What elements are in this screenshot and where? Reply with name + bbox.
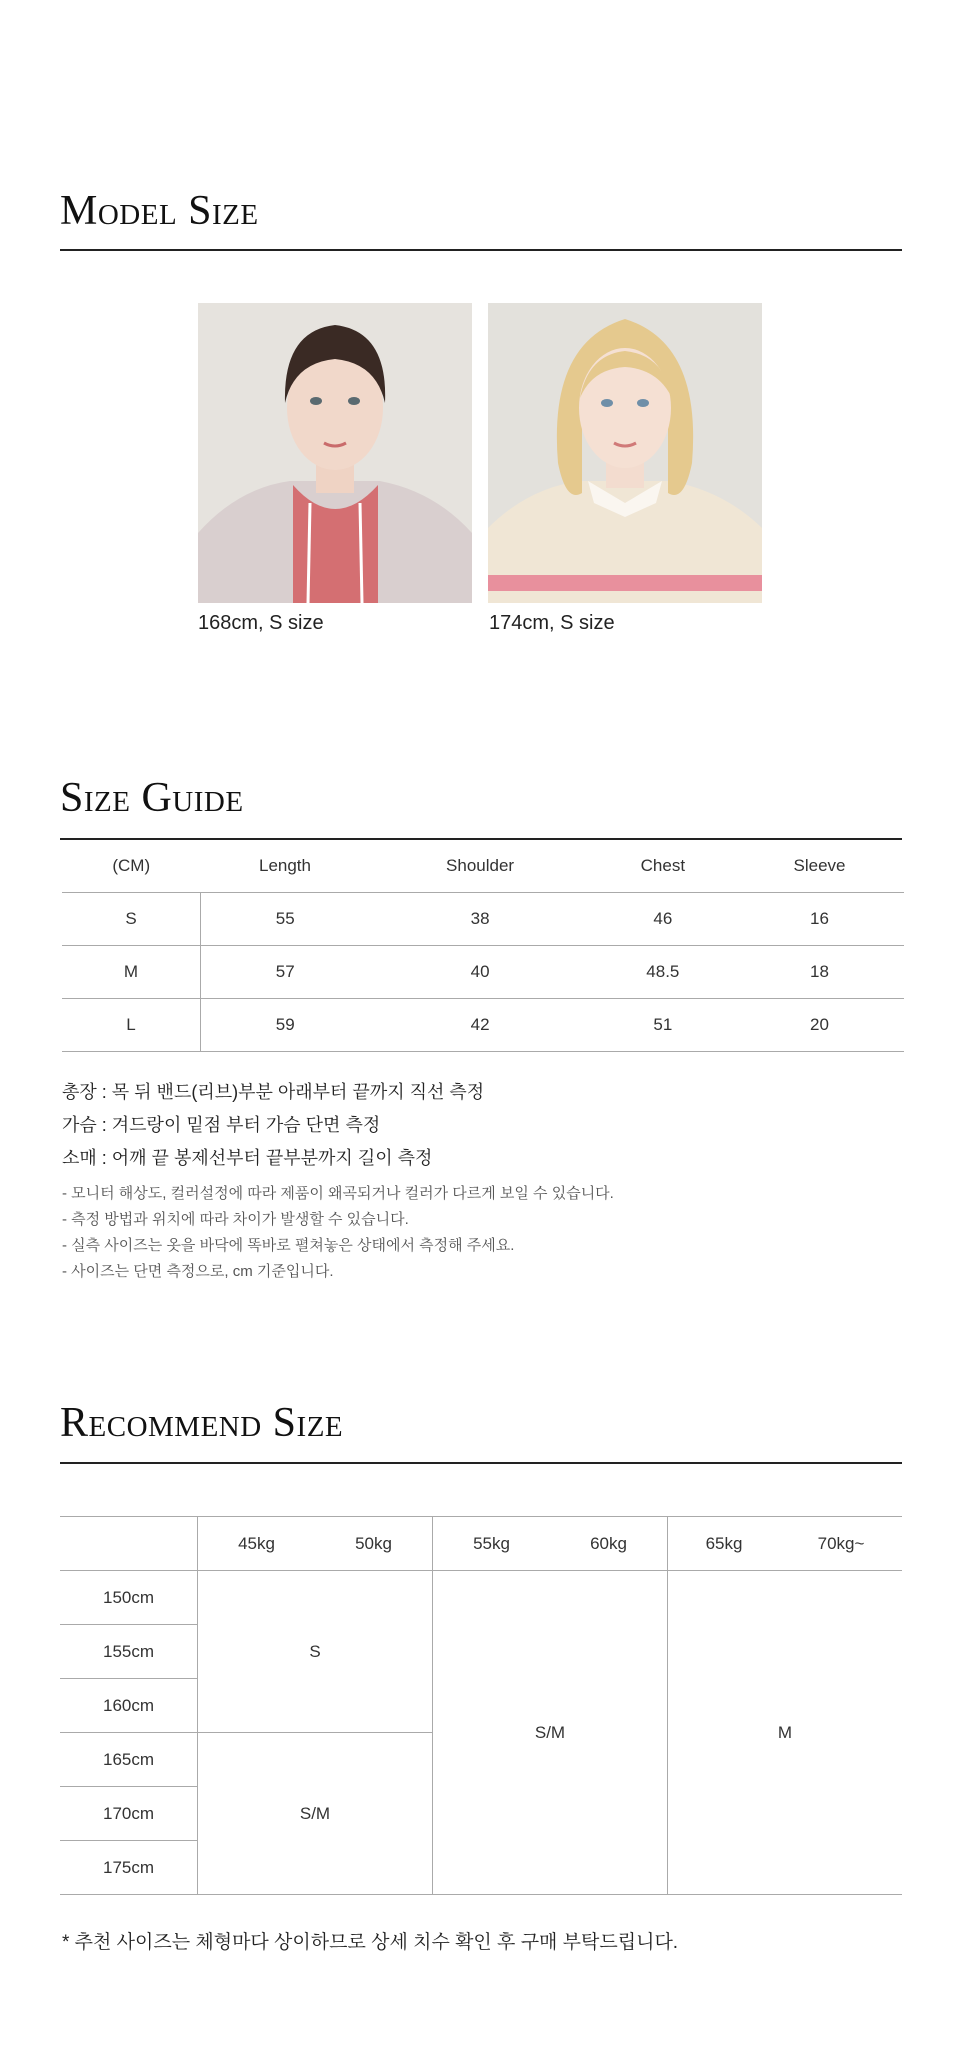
recommend-size-title: Recommend Size (60, 1400, 344, 1446)
height-label: 155cm (60, 1625, 198, 1679)
note-length: 총장 : 목 뒤 밴드(리브)부분 아래부터 끝까지 직선 측정 (62, 1082, 485, 1102)
weight-label: 70kg~ (817, 1533, 865, 1553)
weight-header-row (60, 1517, 902, 1571)
table-row (62, 893, 904, 946)
weight-group (433, 1517, 668, 1571)
recommend-size-table (60, 1516, 902, 1895)
length-value: 57 (201, 946, 370, 999)
recommend-cell-sm: S/M (433, 1571, 668, 1895)
shoulder-value: 38 (369, 893, 590, 946)
shoulder-value: 42 (369, 999, 590, 1052)
height-label: 175cm (60, 1841, 198, 1895)
sleeve-value: 16 (735, 893, 904, 946)
chest-value: 48.5 (591, 946, 735, 999)
size-label: L (62, 999, 201, 1052)
header-sleeve: Sleeve (735, 840, 904, 893)
measurement-notes (62, 1076, 484, 1175)
disclaimer-line: - 사이즈는 단면 측정으로, cm 기준입니다. (62, 1263, 334, 1280)
chest-value: 51 (591, 999, 735, 1052)
disclaimer-notes (62, 1181, 614, 1285)
recommend-footnote: * 추천 사이즈는 체형마다 상이하므로 상세 치수 확인 후 구매 부탁드립니다. (62, 1932, 679, 1953)
table-row (62, 999, 904, 1052)
note-sleeve: 소매 : 어깨 끝 봉제선부터 끝부분까지 길이 측정 (62, 1148, 433, 1168)
shoulder-value: 40 (369, 946, 590, 999)
model-size-divider (60, 249, 902, 251)
corner-cell (60, 1517, 198, 1571)
recommend-cell-sm-tall: S/M (198, 1733, 433, 1895)
disclaimer-line: - 실측 사이즈는 옷을 바닥에 똑바로 펼쳐놓은 상태에서 측정해 주세요. (62, 1237, 515, 1254)
model-photo-1 (198, 303, 472, 603)
recommend-cell-s: S (198, 1571, 433, 1733)
height-label: 150cm (60, 1571, 198, 1625)
header-chest: Chest (591, 840, 735, 893)
size-guide-title: Size Guide (60, 775, 244, 821)
weight-group (198, 1517, 433, 1571)
header-length: Length (201, 840, 370, 893)
header-shoulder: Shoulder (369, 840, 590, 893)
disclaimer-line: - 모니터 해상도, 컬러설정에 따라 제품이 왜곡되거나 컬러가 다르게 보일 수 있습니다. (62, 1185, 614, 1202)
sleeve-value: 20 (735, 999, 904, 1052)
weight-group (668, 1517, 903, 1571)
height-row (60, 1571, 902, 1625)
size-guide-table (62, 840, 904, 1052)
weight-label: 65kg (705, 1533, 743, 1553)
table-row (62, 946, 904, 999)
height-label: 165cm (60, 1733, 198, 1787)
height-label: 170cm (60, 1787, 198, 1841)
height-label: 160cm (60, 1679, 198, 1733)
weight-label: 55kg (473, 1533, 510, 1553)
model-photo-2 (488, 303, 762, 603)
recommend-cell-m: M (668, 1571, 903, 1895)
table-header-row (62, 840, 904, 893)
disclaimer-line: - 측정 방법과 위치에 따라 차이가 발생할 수 있습니다. (62, 1211, 409, 1228)
length-value: 59 (201, 999, 370, 1052)
weight-label: 60kg (590, 1533, 627, 1553)
model-caption-1: 168cm, S size (198, 612, 324, 634)
weight-label: 50kg (355, 1533, 392, 1553)
recommend-size-divider (60, 1462, 902, 1464)
chest-value: 46 (591, 893, 735, 946)
length-value: 55 (201, 893, 370, 946)
model-caption-2: 174cm, S size (489, 612, 615, 634)
weight-label: 45kg (238, 1533, 275, 1553)
note-chest: 가슴 : 겨드랑이 밑점 부터 가슴 단면 측정 (62, 1115, 381, 1135)
size-label: S (62, 893, 201, 946)
size-label: M (62, 946, 201, 999)
model-size-title: Model Size (60, 188, 259, 234)
sleeve-value: 18 (735, 946, 904, 999)
header-cm: (CM) (62, 840, 201, 893)
